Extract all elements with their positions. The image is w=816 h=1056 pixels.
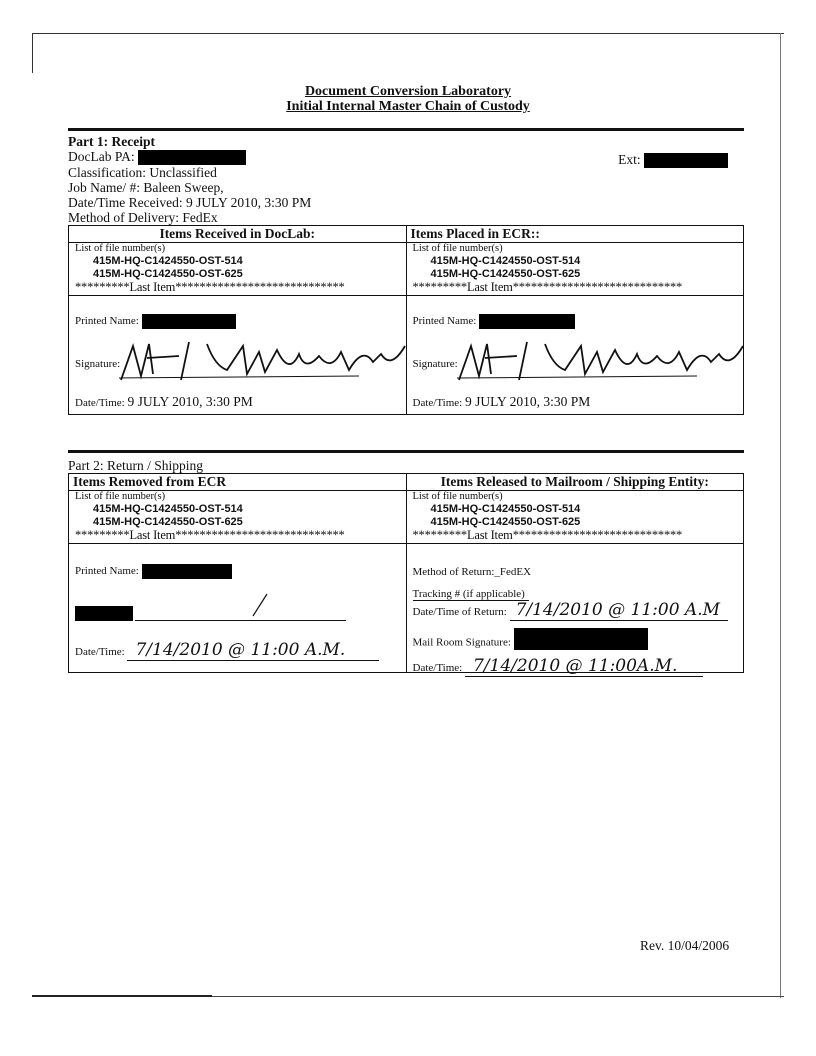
ext-row xyxy=(618,152,728,168)
list-label: List of file number(s) xyxy=(412,243,503,255)
file-number: 415M-HQ-C1424550-OST-514 xyxy=(430,255,581,268)
document-title: Document Conversion Laboratory xyxy=(304,84,512,99)
underline xyxy=(135,620,346,621)
file-list-removed xyxy=(69,491,407,544)
revision-label: Rev. 10/04/2006 xyxy=(640,938,730,953)
file-number: 415M-HQ-C1424550-OST-625 xyxy=(430,516,581,528)
printed-name-row xyxy=(75,564,232,579)
list-label: List of file number(s) xyxy=(75,243,166,255)
part2-return-section xyxy=(68,450,744,676)
file-list-placed xyxy=(406,243,744,296)
redaction-block xyxy=(644,153,728,168)
part1-receipt-section xyxy=(68,128,744,415)
mailroom-datetime-row xyxy=(413,656,703,677)
part2-heading: Part 2: Return / Shipping xyxy=(68,458,203,473)
return-datetime-row xyxy=(413,600,728,621)
last-item-marker: *********Last Item**************************** xyxy=(412,529,683,541)
printed-name-row xyxy=(413,314,576,329)
printed-name-label: Printed Name: xyxy=(75,315,139,328)
scan-edge-left xyxy=(32,33,33,73)
pen-stroke xyxy=(249,592,269,618)
file-list-released xyxy=(406,491,744,544)
datetime-row xyxy=(413,394,591,410)
classification-line: Classification: Unclassified xyxy=(68,165,217,181)
datetime-value: 9 JULY 2010, 3:30 PM xyxy=(464,394,591,410)
handwritten-return-datetime: 7/14/2010 @ 11:00 A.M xyxy=(510,600,728,621)
file-number: 415M-HQ-C1424550-OST-514 xyxy=(93,255,243,268)
column-header-placed: Items Placed in ECR:: xyxy=(406,226,744,243)
handwritten-datetime: 7/14/2010 @ 11:00A.M. xyxy=(465,656,703,677)
datetime-label: Date/Time: xyxy=(412,662,463,674)
part1-header-block xyxy=(68,131,744,225)
signature-block-placed xyxy=(406,296,744,415)
ext-label: Ext: xyxy=(618,152,641,167)
handwritten-datetime: 7/14/2010 @ 11:00 A.M. xyxy=(127,640,379,661)
last-item-marker: *********Last Item**************************** xyxy=(75,529,345,541)
handwritten-signature xyxy=(457,336,747,384)
part1-heading: Part 1: Receipt xyxy=(68,134,155,149)
file-number: 415M-HQ-C1424550-OST-625 xyxy=(430,268,581,281)
scan-edge-right xyxy=(780,33,781,998)
part1-table xyxy=(68,225,744,415)
method-of-return: Method of Return:_FedEX xyxy=(412,566,532,578)
scan-edge-top xyxy=(32,33,784,34)
printed-name-label: Printed Name: xyxy=(412,315,477,328)
received-line: Date/Time Received: 9 JULY 2010, 3:30 PM xyxy=(68,195,312,211)
printed-name-row xyxy=(75,314,236,329)
redaction-block xyxy=(479,314,575,329)
datetime-label: Date/Time: xyxy=(412,397,463,410)
datetime-label: Date/Time: xyxy=(75,646,125,658)
redaction-block xyxy=(142,314,236,329)
file-number: 415M-HQ-C1424550-OST-625 xyxy=(93,516,243,528)
file-list-received xyxy=(69,243,407,296)
redaction-block xyxy=(514,628,648,650)
delivery-line: Method of Delivery: FedEx xyxy=(68,210,218,226)
scan-edge-bottom xyxy=(32,996,784,997)
signature-label: Signature: xyxy=(412,358,458,371)
part2-table xyxy=(68,473,744,676)
file-number: 415M-HQ-C1424550-OST-625 xyxy=(93,268,243,281)
tracking-label: Tracking # (if applicable) xyxy=(413,588,529,601)
redaction-block xyxy=(138,150,246,165)
handwritten-signature xyxy=(119,336,409,384)
redaction-block xyxy=(142,564,232,579)
document-subtitle: Initial Internal Master Chain of Custody xyxy=(286,99,530,114)
datetime-row xyxy=(75,394,253,410)
last-item-marker: *********Last Item**************************** xyxy=(412,281,683,294)
signature-block-received xyxy=(69,296,407,415)
column-header-received: Items Received in DocLab: xyxy=(69,226,407,243)
redaction-block xyxy=(75,606,133,621)
datetime-value: 9 JULY 2010, 3:30 PM xyxy=(127,394,253,410)
doclab-pa-label: DocLab PA: xyxy=(68,149,135,164)
release-signoff-block xyxy=(406,544,744,676)
datetime-row xyxy=(75,640,379,661)
printed-name-label: Printed Name: xyxy=(75,565,139,578)
list-label: List of file number(s) xyxy=(75,491,166,502)
return-datetime-label: Date/Time of Return: xyxy=(412,606,507,618)
datetime-label: Date/Time: xyxy=(75,397,125,410)
mailroom-signature-label: Mail Room Signature: xyxy=(412,636,511,649)
file-number: 415M-HQ-C1424550-OST-514 xyxy=(93,503,243,515)
last-item-marker: *********Last Item**************************** xyxy=(75,281,345,294)
column-header-released: Items Released to Mailroom / Shipping Entity: xyxy=(406,474,744,491)
removal-signoff-block xyxy=(69,544,407,673)
mailroom-signature-row xyxy=(413,636,648,650)
job-line: Job Name/ #: Baleen Sweep, xyxy=(68,180,224,196)
list-label: List of file number(s) xyxy=(412,491,503,502)
file-number: 415M-HQ-C1424550-OST-514 xyxy=(430,503,581,515)
signature-label: Signature: xyxy=(75,358,121,371)
column-header-removed: Items Removed from ECR xyxy=(69,474,407,491)
